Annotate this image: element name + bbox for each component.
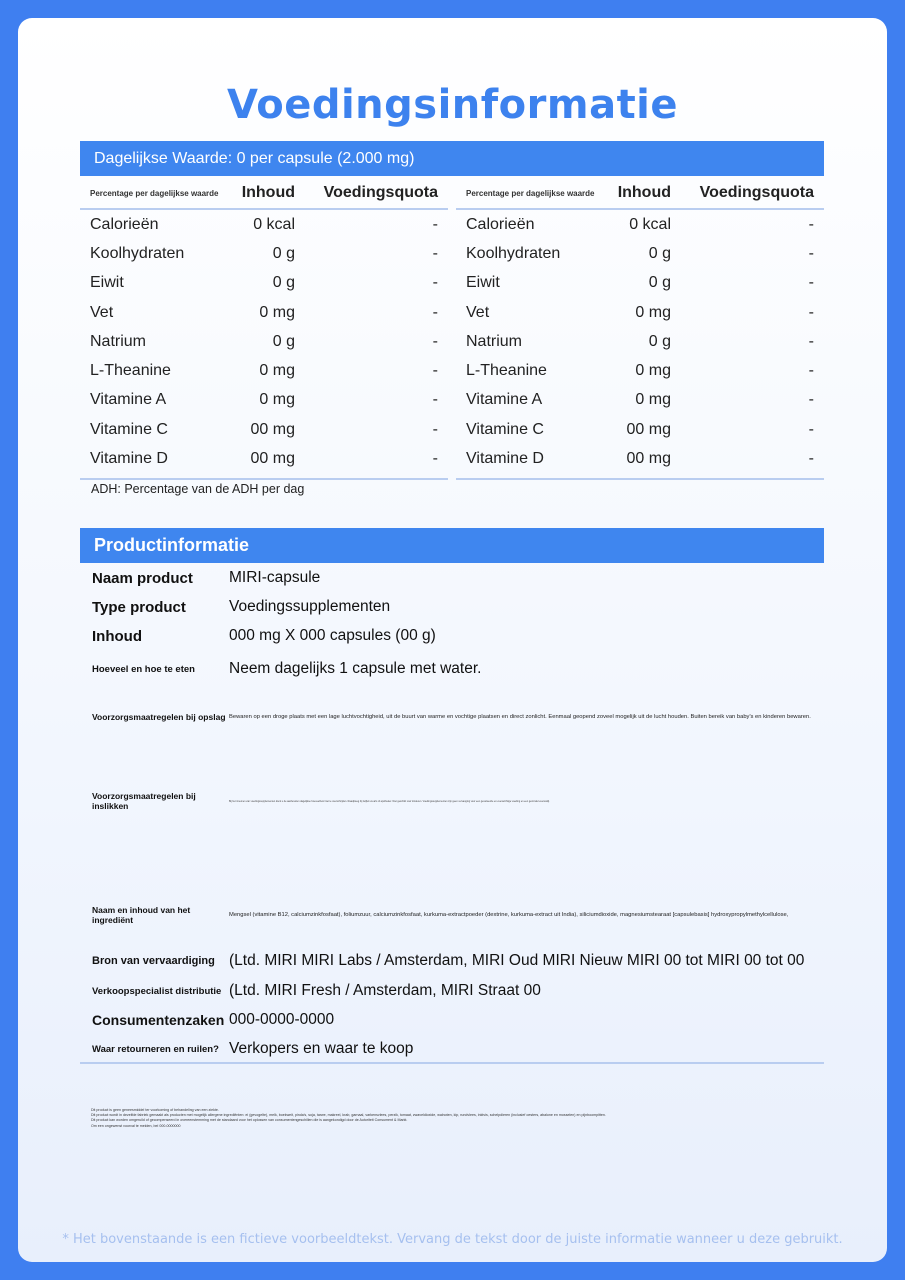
- nutrition-table-left: [80, 178, 448, 480]
- nutrient-quota: -: [808, 362, 814, 380]
- column-header-quota: Voedingsquota: [699, 184, 814, 201]
- nutrient-row: [456, 444, 824, 473]
- nutrient-amount: 0 mg: [259, 362, 295, 380]
- swallow-precautions-label: Voorzorgsmaatregelen bij inslikken: [92, 791, 196, 811]
- ingredients-label: Naam en inhoud van het ingrediënt: [92, 905, 191, 925]
- nutrient-row: [456, 269, 824, 298]
- storage-precautions-row: [92, 710, 811, 724]
- nutrient-quota: -: [808, 274, 814, 292]
- nutrient-name: Vitamine D: [466, 450, 544, 468]
- nutrient-row: [456, 415, 824, 444]
- distributor-value: (Ltd. MIRI Fresh / Amsterdam, MIRI Straat 00: [229, 982, 541, 999]
- product-content-label: Inhoud: [92, 627, 142, 645]
- swallow-precautions-row: [92, 791, 765, 811]
- swallow-precautions-value: Bij het innemen van voedingssupplementen dient u de aanbevolen dagelijkse hoeveelheid niet te overschrijden. Raadpleeg bij twijfel uw arts of apotheker. Niet geschikt voor kinderen. Voedingssupplementen zijn geen vervanging voor een gevarieerde en evenwichtige voeding en een gezonde levensstijl.: [229, 799, 550, 803]
- nutrient-amount: 0 mg: [259, 303, 295, 321]
- nutrient-amount: 0 g: [648, 274, 671, 292]
- nutrient-amount: 00 mg: [250, 450, 295, 468]
- nutrient-amount: 00 mg: [626, 450, 671, 468]
- nutrient-row: [80, 210, 448, 239]
- nutrient-amount: 0 mg: [635, 303, 671, 321]
- nutrient-amount: 0 g: [648, 244, 671, 262]
- returns-row: [92, 1039, 413, 1059]
- disclaimer-line: Dit product kan worden omgeruild of gecompenseerd in overeenstemming met de standaard voor het oplossen van consumentengeschillen die is aangekondigd door de Autoriteit Consument & Markt.: [91, 1118, 408, 1123]
- returns-value: Verkopers en waar te koop: [229, 1040, 414, 1057]
- manufacturer-label: Bron van vervaardiging: [92, 955, 215, 967]
- consumer-affairs-label: Consumentenzaken: [92, 1012, 225, 1028]
- product-usage-row: [92, 659, 481, 679]
- manufacturer-value: (Ltd. MIRI MIRI Labs / Amsterdam, MIRI Oud MIRI Nieuw MIRI 00 tot MIRI 00 tot 00: [229, 952, 805, 969]
- column-header-content: Inhoud: [617, 184, 671, 201]
- nutrient-amount: 0 kcal: [253, 215, 295, 233]
- nutrient-quota: -: [808, 215, 814, 233]
- nutrient-amount: 00 mg: [250, 420, 295, 438]
- returns-label: Waar retourneren en ruilen?: [92, 1043, 219, 1055]
- nutrient-name: Koolhydraten: [466, 244, 561, 262]
- nutrient-row: [80, 239, 448, 268]
- product-type-label: Type product: [92, 598, 186, 616]
- nutrient-amount: 00 mg: [626, 420, 671, 438]
- nutrient-row: [80, 327, 448, 356]
- product-content-value: 000 mg X 000 capsules (00 g): [229, 627, 436, 644]
- nutrient-row: [456, 386, 824, 415]
- nutrient-name: Vitamine C: [90, 420, 168, 438]
- nutrient-quota: -: [432, 274, 438, 292]
- disclaimer-line: Om een ongewenst voorval te melden, bel 000-0000000: [91, 1123, 181, 1128]
- nutrient-row: [456, 356, 824, 385]
- table-bottom-rule: [456, 478, 824, 480]
- nutrient-quota: -: [432, 362, 438, 380]
- nutrient-quota: -: [808, 332, 814, 350]
- nutrition-table-right: [456, 178, 824, 480]
- consumer-affairs-value: 000-0000-0000: [229, 1011, 335, 1028]
- nutrient-name: Eiwit: [90, 274, 124, 292]
- nutrient-name: Koolhydraten: [90, 244, 185, 262]
- nutrition-label-card: [18, 18, 887, 1262]
- nutrient-amount: 0 g: [272, 274, 295, 292]
- storage-precautions-label: Voorzorgsmaatregelen bij opslag: [92, 712, 226, 722]
- nutrient-name: Vitamine C: [466, 420, 544, 438]
- nutrient-amount: 0 mg: [259, 391, 295, 409]
- nutrient-name: Calorieën: [90, 215, 159, 233]
- nutrient-name: Calorieën: [466, 215, 535, 233]
- nutrient-amount: 0 kcal: [629, 215, 671, 233]
- daily-value-header: Dagelijkse Waarde: 0 per capsule (2.000 mg): [80, 141, 824, 176]
- consumer-affairs-row: [92, 1010, 334, 1030]
- product-content-row: [92, 626, 436, 646]
- nutrient-quota: -: [432, 332, 438, 350]
- product-name-row: [92, 568, 320, 588]
- nutrient-quota: -: [808, 244, 814, 262]
- nutrient-name: Vet: [466, 303, 490, 321]
- nutrient-name: L-Theanine: [90, 362, 171, 380]
- nutrient-row: [456, 298, 824, 327]
- column-header-quota: Voedingsquota: [323, 184, 438, 201]
- nutrition-table-header: [80, 178, 448, 210]
- nutrient-amount: 0 g: [272, 244, 295, 262]
- product-info-header: Productinformatie: [80, 528, 824, 563]
- nutrient-row: [456, 327, 824, 356]
- nutrient-amount: 0 mg: [635, 362, 671, 380]
- product-type-value: Voedingssupplementen: [229, 598, 391, 615]
- nutrient-row: [456, 210, 824, 239]
- disclaimer-block: [91, 1108, 606, 1129]
- nutrient-name: Vet: [90, 303, 114, 321]
- table-bottom-rule: [80, 478, 448, 480]
- nutrient-name: Natrium: [466, 332, 523, 350]
- nutrient-row: [456, 239, 824, 268]
- product-name-value: MIRI-capsule: [229, 569, 321, 586]
- nutrient-row: [80, 298, 448, 327]
- nutrient-name: Natrium: [90, 332, 147, 350]
- nutrient-quota: -: [432, 420, 438, 438]
- disclaimer-line: Dit product is geen geneesmiddel ter voorkoming of behandeling van een ziekte.: [91, 1108, 219, 1112]
- nutrient-quota: -: [808, 450, 814, 468]
- nutrient-row: [80, 386, 448, 415]
- nutrient-amount: 0 mg: [635, 391, 671, 409]
- distributor-label: Verkoopspecialist distributie: [92, 985, 222, 997]
- nutrient-name: Eiwit: [466, 274, 500, 292]
- manufacturer-row: [92, 951, 804, 971]
- nutrient-name: Vitamine D: [90, 450, 168, 468]
- page-title: Voedingsinformatie: [226, 82, 679, 128]
- product-name-label: Naam product: [92, 569, 193, 587]
- nutrition-table-header: [456, 178, 824, 210]
- nutrient-quota: -: [808, 420, 814, 438]
- product-type-row: [92, 597, 390, 617]
- nutrient-quota: -: [432, 391, 438, 409]
- nutrient-row: [80, 269, 448, 298]
- distributor-row: [92, 981, 541, 1001]
- ingredients-value: Mengsel (vitamine B12, calciumzinkfosfaat), foliumzuur, calciumzinkfosfaat, kurkuma-extractpoeder (dextrine, kurkuma-extract uit India), siliciumdioxide, magnesiumstearaat [capsulebasis] hydroxypropylmethylcellulose,: [229, 912, 789, 918]
- column-header-content: Inhoud: [241, 184, 295, 201]
- storage-precautions-value: Bewaren op een droge plaats met een lage luchtvochtigheid, uit de buurt van warme en vochtige plaatsen en direct zonlicht. Eenmaal geopend zoveel mogelijk uit de lucht houden. Buiten bereik van baby's en kinderen bewaren.: [229, 714, 811, 720]
- nutrient-quota: -: [432, 450, 438, 468]
- product-usage-label: Hoeveel en hoe te eten: [92, 663, 195, 675]
- ingredients-row: [92, 905, 789, 925]
- adh-note: ADH: Percentage van de ADH per dag: [91, 482, 305, 496]
- nutrient-quota: -: [808, 303, 814, 321]
- nutrient-name: Vitamine A: [466, 391, 543, 409]
- nutrient-quota: -: [432, 215, 438, 233]
- footer-note: * Het bovenstaande is een fictieve voorbeeldtekst. Vervang de tekst door de juiste informatie wanneer u deze gebruikt.: [62, 1232, 843, 1247]
- nutrient-quota: -: [808, 391, 814, 409]
- nutrient-amount: 0 g: [272, 332, 295, 350]
- nutrient-amount: 0 g: [648, 332, 671, 350]
- column-header-percentage: Percentage per dagelijkse waarde: [466, 188, 595, 198]
- nutrient-name: Vitamine A: [90, 391, 167, 409]
- nutrient-quota: -: [432, 303, 438, 321]
- disclaimer-line: Dit product wordt in dezelfde fabriek gemaakt als producten met mogelijk allergene ingrediënten: ei (gevogelte), melk, boekweit, pinda's, soja, tarwe, makreel, krab, garnaal, varkensvlees, perzik, tomaat, zwaveldioxide, walnoten, kip, rundvlees, inktvis, schelpdieren (inclusief oesters, abalone en mosselen) en pijnboompitten.: [91, 1113, 606, 1118]
- nutrient-row: [80, 356, 448, 385]
- nutrient-row: [80, 444, 448, 473]
- column-header-percentage: Percentage per dagelijkse waarde: [90, 188, 219, 198]
- nutrient-name: L-Theanine: [466, 362, 547, 380]
- nutrient-row: [80, 415, 448, 444]
- nutrient-quota: -: [432, 244, 438, 262]
- product-usage-value: Neem dagelijks 1 capsule met water.: [229, 660, 482, 677]
- section-divider: [80, 1062, 824, 1064]
